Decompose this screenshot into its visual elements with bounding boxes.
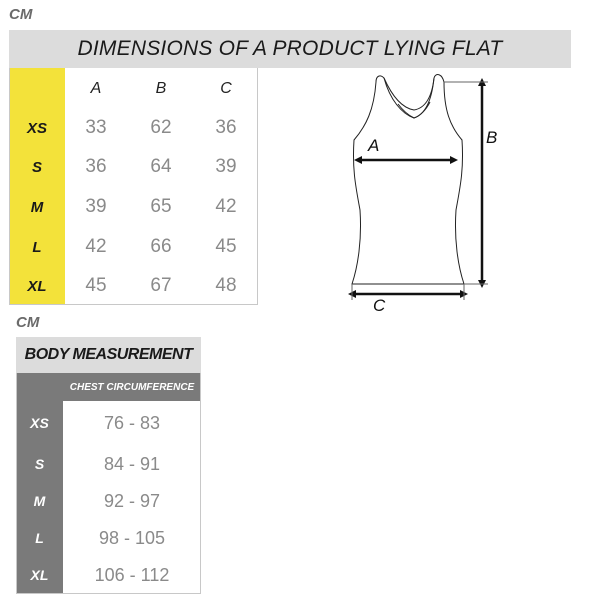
size-label: XL: [27, 277, 47, 295]
diagram-label-c: C: [373, 296, 386, 315]
value-b: 66: [150, 236, 172, 257]
column-header-b: B: [155, 80, 167, 97]
value-b: 67: [150, 275, 172, 296]
chest-value: 84 - 91: [103, 453, 161, 474]
unit-label-top: CM: [9, 6, 33, 23]
unit-label-bottom: CM: [16, 314, 40, 331]
size-label: XS: [30, 415, 49, 431]
size-label: XS: [26, 119, 47, 137]
diagram-label-a: A: [368, 136, 380, 155]
value-c: 45: [215, 236, 237, 257]
value-b: 65: [150, 196, 172, 217]
tank-top-icon: [340, 70, 510, 320]
value-c: 36: [215, 117, 237, 138]
chest-value: 92 - 97: [103, 490, 161, 511]
chest-value: 76 - 83: [103, 412, 161, 433]
value-a: 45: [85, 275, 107, 296]
size-label: XL: [30, 567, 49, 583]
value-a: 33: [85, 117, 107, 138]
value-a: 36: [85, 156, 107, 177]
body-measurement-title: BODY MEASUREMENT: [16, 337, 201, 373]
size-label: L: [35, 530, 44, 546]
size-label: M: [30, 198, 44, 216]
chest-value: 98 - 105: [98, 527, 166, 548]
flat-dimensions-title: DIMENSIONS OF A PRODUCT LYING FLAT: [9, 30, 571, 68]
column-header-a: A: [90, 80, 102, 97]
size-label: L: [32, 238, 42, 256]
value-c: 42: [215, 196, 237, 217]
size-label: S: [31, 158, 42, 176]
diagram-label-b: B: [486, 128, 498, 147]
value-b: 62: [150, 117, 172, 138]
chest-circumference-header: CHEST CIRCUMFERENCE: [69, 381, 195, 393]
size-label: M: [33, 493, 46, 509]
value-b: 64: [150, 156, 172, 177]
size-label: S: [34, 456, 45, 472]
value-a: 42: [85, 236, 107, 257]
chest-value: 106 - 112: [94, 564, 170, 585]
value-c: 39: [215, 156, 237, 177]
value-c: 48: [215, 275, 237, 296]
column-header-c: C: [220, 80, 232, 97]
value-a: 39: [85, 196, 107, 217]
